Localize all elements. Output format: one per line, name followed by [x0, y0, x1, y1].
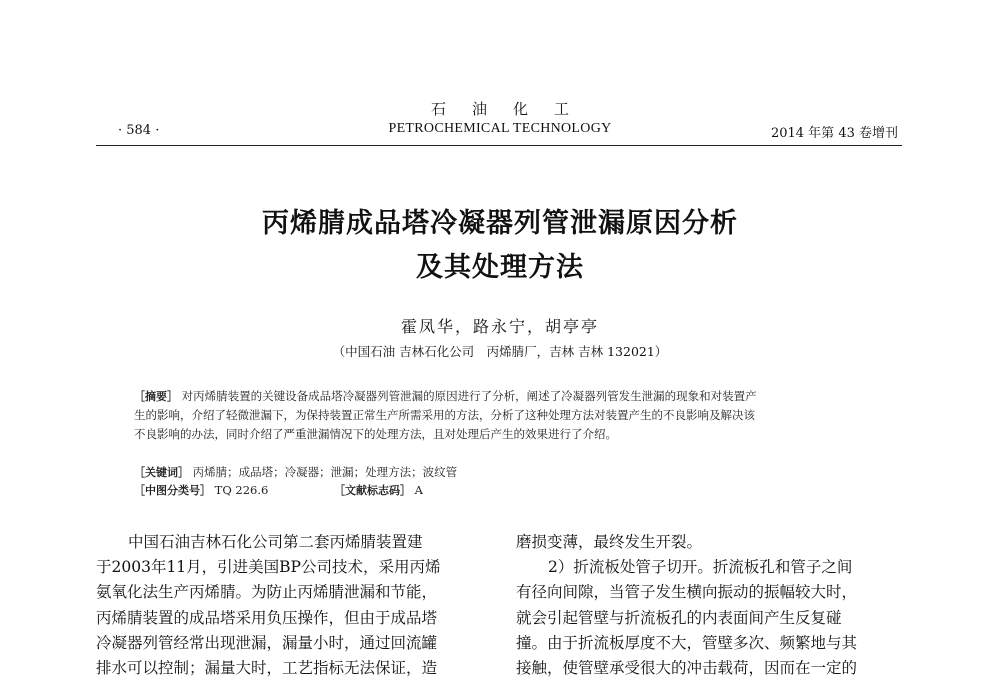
body-line: 排水可以控制；漏量大时，工艺指标无法保证，造: [96, 659, 438, 678]
doc-code-group: [334, 482, 423, 498]
abstract-line: 不良影响的办法，同时介绍了严重泄漏情况下的处理方法，且对处理后产生的效果进行了介绍。: [134, 427, 617, 441]
body-line: 就会引起管壁与折流板孔的内表面间产生反复碰: [516, 608, 842, 627]
body-line: 丙烯腈装置的成品塔采用负压操作，但由于成品塔: [96, 608, 438, 627]
clc-label: ［中图分类号］: [134, 484, 211, 497]
abstract-line: [134, 387, 866, 406]
journal-title-en: PETROCHEMICAL TECHNOLOGY: [388, 121, 612, 136]
body-line: 中国石油吉林石化公司第二套丙烯腈装置建: [128, 533, 423, 551]
keywords: 丙烯腈；成品塔；冷凝器；泄漏；处理方法；波纹管: [192, 465, 458, 479]
keywords-label: ［关键词］: [134, 466, 189, 479]
header-rule: [96, 145, 902, 146]
body-line: 氨氧化法生产丙烯腈。为防止丙烯腈泄漏和节能，: [96, 583, 438, 602]
abstract-text: 对丙烯腈装置的关键设备成品塔冷凝器列管泄漏的原因进行了分析，阐述了冷凝器列管发生泄漏的现象和对装置产: [181, 389, 757, 403]
page-number: · 584 ·: [118, 123, 160, 138]
body-line: 于2003年11月，引进美国BP公司技术，采用丙烯: [96, 558, 441, 577]
keywords-row: [134, 463, 457, 482]
clc-number: TQ 226.6: [214, 483, 269, 497]
body-line: 2）折流板处管子切开。折流板孔和管子之间: [548, 558, 853, 577]
abstract-label: ［摘要］: [134, 390, 178, 403]
issue-info: 2014 年第 43 卷增刊: [770, 126, 898, 141]
body-column-right: [516, 530, 908, 681]
classification-row: [134, 482, 423, 498]
doc-code-label: ［文献标志码］: [334, 484, 411, 497]
article-title-line-2: 及其处理方法: [416, 252, 584, 283]
body-line: 有径向间隙，当管子发生横向振动的振幅较大时，: [516, 583, 858, 602]
doc-code: A: [414, 483, 423, 497]
article-title-line-1: 丙烯腈成品塔冷凝器列管泄漏原因分析: [262, 208, 738, 239]
body-line: 撞。由于折流板厚度不大，管壁多次、频繁地与其: [516, 633, 858, 652]
journal-title-cn: 石油化工: [430, 100, 595, 118]
affiliation: （中国石油 吉林石化公司 丙烯腈厂，吉林 吉林 132021）: [332, 344, 668, 359]
body-line: 接触，使管壁承受很大的冲击载荷，因而在一定的: [516, 659, 858, 678]
abstract: [134, 387, 866, 444]
abstract-line: 生的影响，介绍了轻微泄漏下，为保持装置正常生产所需采用的方法，分析了这种处理方法对装置产生的不良影响及解决该: [134, 408, 755, 422]
authors: 霍凤华，路永宁，胡亭亭: [400, 317, 599, 336]
body-line: 磨损变薄，最终发生开裂。: [516, 533, 703, 551]
body-column-left: [96, 530, 490, 681]
body-line: 冷凝器列管经常出现泄漏，漏量小时，通过回流罐: [96, 633, 438, 652]
